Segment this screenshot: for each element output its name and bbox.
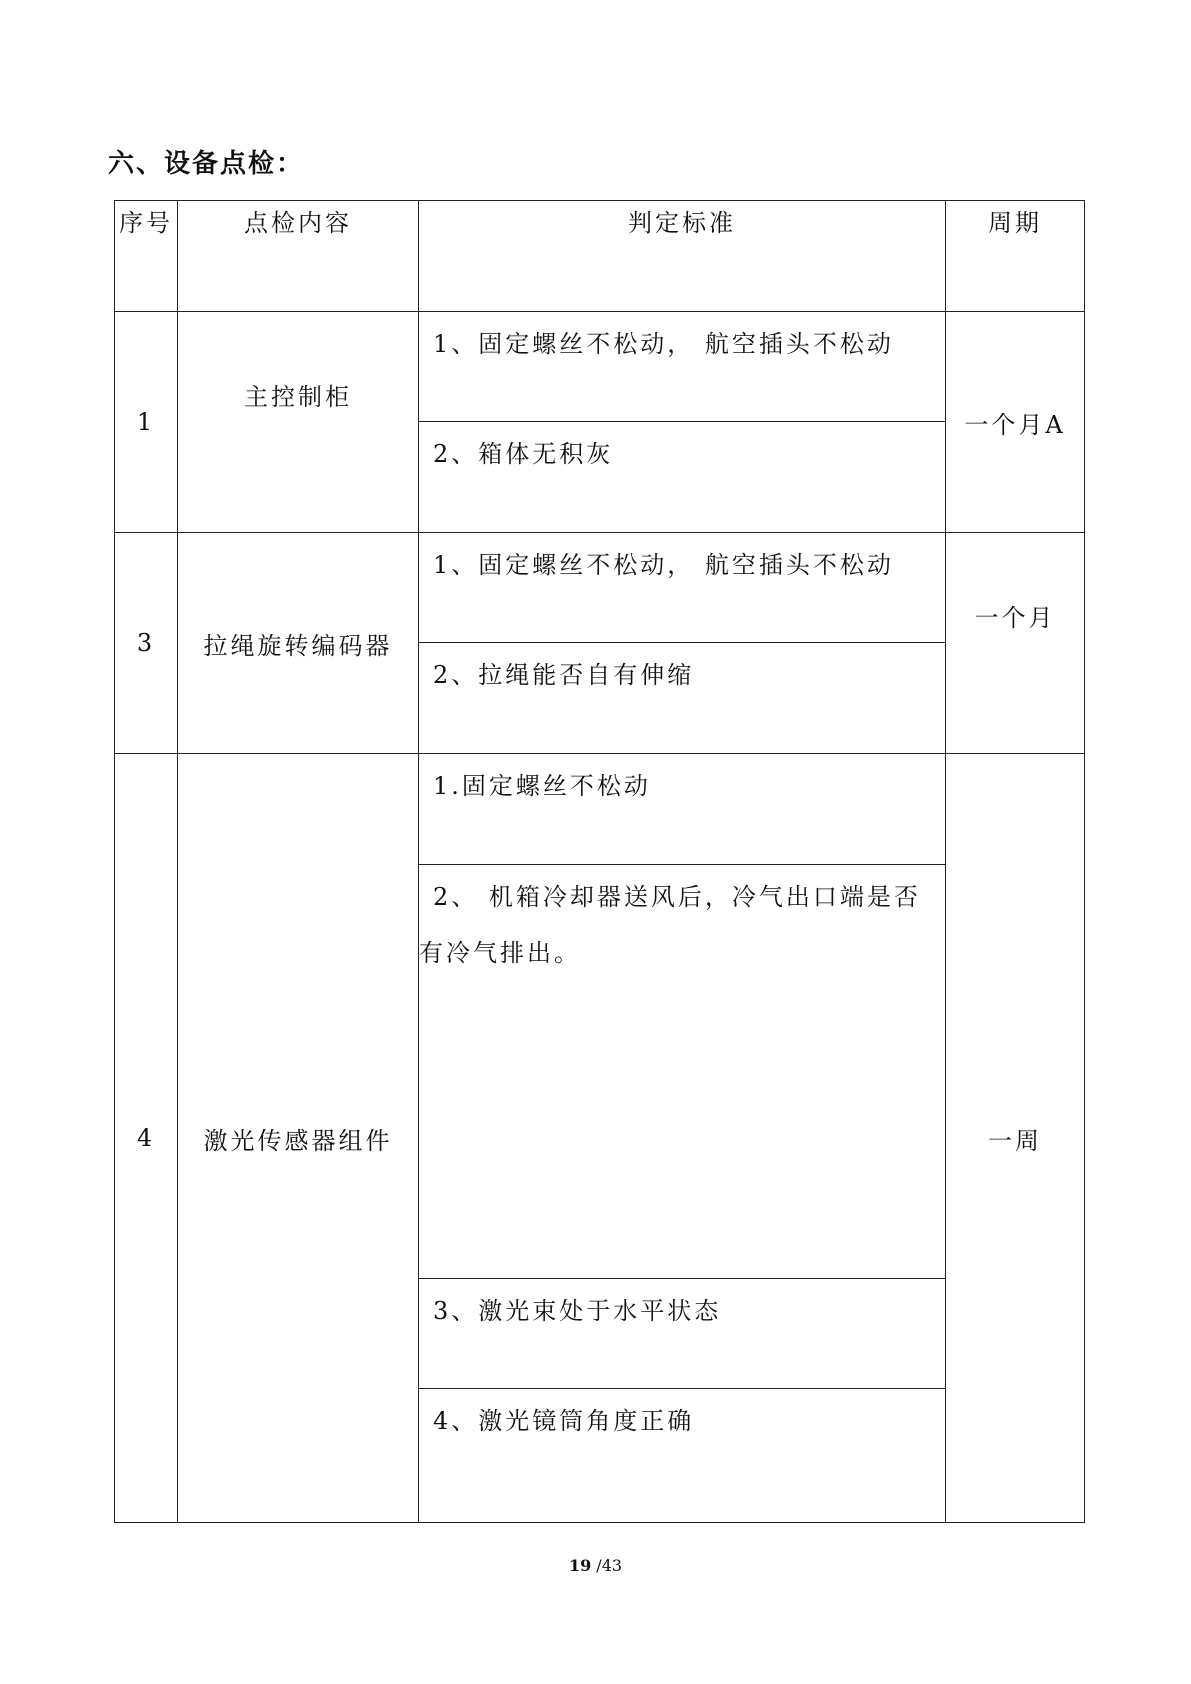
row-standard-text: 2、 机箱冷却器送风后，冷气出口端是否有冷气排出。: [419, 883, 921, 967]
header-standard: 判定标准: [419, 201, 946, 312]
current-page: 19: [568, 1556, 592, 1575]
row-item: [178, 312, 419, 533]
section-title: 六、设备点检：: [108, 149, 305, 179]
row-item: 拉绳旋转编码器: [178, 533, 419, 754]
row-no: 4: [115, 754, 178, 1523]
page-number: [0, 1556, 1191, 1575]
row-period: 一个月A: [946, 312, 1085, 533]
inspection-table: [114, 200, 1085, 1523]
row-item: 激光传感器组件: [178, 754, 419, 1523]
header-content: 点检内容: [178, 201, 419, 312]
row-standard: 2、箱体无积灰: [419, 422, 946, 533]
row-period: [946, 533, 1085, 754]
row-standard: 4、激光镜筒角度正确: [419, 1389, 946, 1523]
row-no: 3: [115, 533, 178, 754]
row-item-label: 主控制柜: [244, 382, 352, 411]
header-period: 周期: [946, 201, 1085, 312]
row-period-label: 一个月: [974, 603, 1056, 632]
header-no: 序号: [115, 201, 178, 312]
row-no: 1: [115, 312, 178, 533]
row-standard: 1、固定螺丝不松动， 航空插头不松动: [419, 312, 946, 422]
row-standard: 1.固定螺丝不松动: [419, 754, 946, 865]
row-standard: 3、激光束处于水平状态: [419, 1279, 946, 1389]
row-standard: 2、拉绳能否自有伸缩: [419, 643, 946, 754]
table-header-row: [115, 201, 1085, 312]
total-pages: /43: [596, 1556, 623, 1575]
row-standard: 1、固定螺丝不松动， 航空插头不松动: [419, 533, 946, 643]
table-row: [115, 312, 1085, 422]
table-row: [115, 754, 1085, 865]
row-standard: [419, 865, 946, 1279]
table-row: [115, 533, 1085, 643]
row-period: 一周: [946, 754, 1085, 1523]
